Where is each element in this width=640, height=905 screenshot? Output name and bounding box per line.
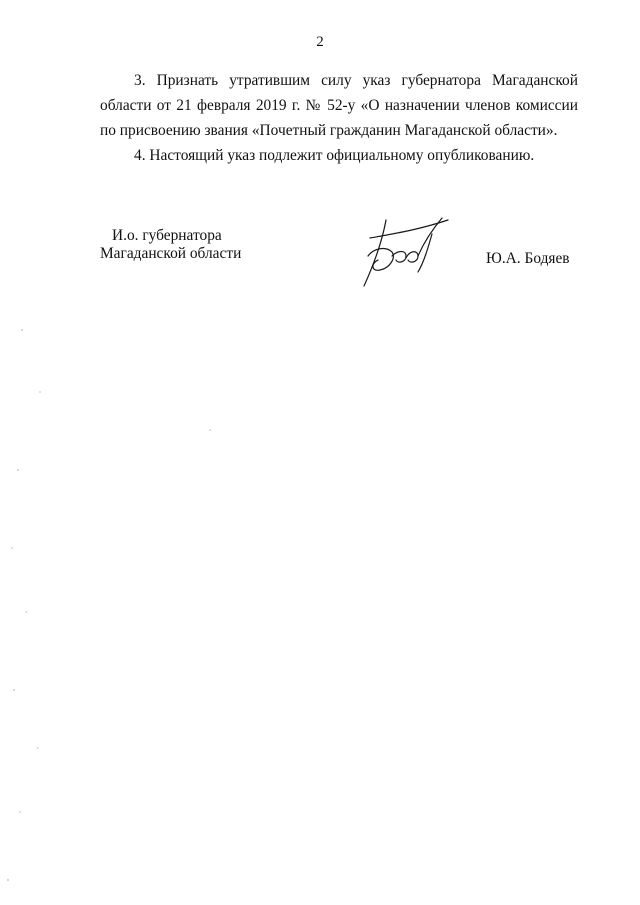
paragraph-4 xyxy=(100,143,578,168)
paragraph-3-line-1: 3. Признать утратившим силу указ губернатора Магаданской xyxy=(134,72,578,89)
paragraph-4-line-1: 4. Настоящий указ подлежит официальному опубликованию. xyxy=(134,147,535,164)
signer-name: Ю.А. Бодяев xyxy=(486,250,570,267)
handwritten-signature-icon xyxy=(352,212,452,290)
signer-title-line-1: И.о. губернатора xyxy=(112,227,222,244)
signer-title xyxy=(100,227,241,263)
signer-title-line-2: Магаданской области xyxy=(100,245,242,262)
page-number: 2 xyxy=(316,34,324,50)
paragraph-3-line-3: по присвоению звания «Почетный гражданин Магаданской области». xyxy=(100,122,558,139)
document-body xyxy=(100,68,578,168)
paragraph-3 xyxy=(100,68,578,143)
paragraph-3-line-2: области от 21 февраля 2019 г. № 52-у «О назначении членов комиссии xyxy=(100,97,578,114)
